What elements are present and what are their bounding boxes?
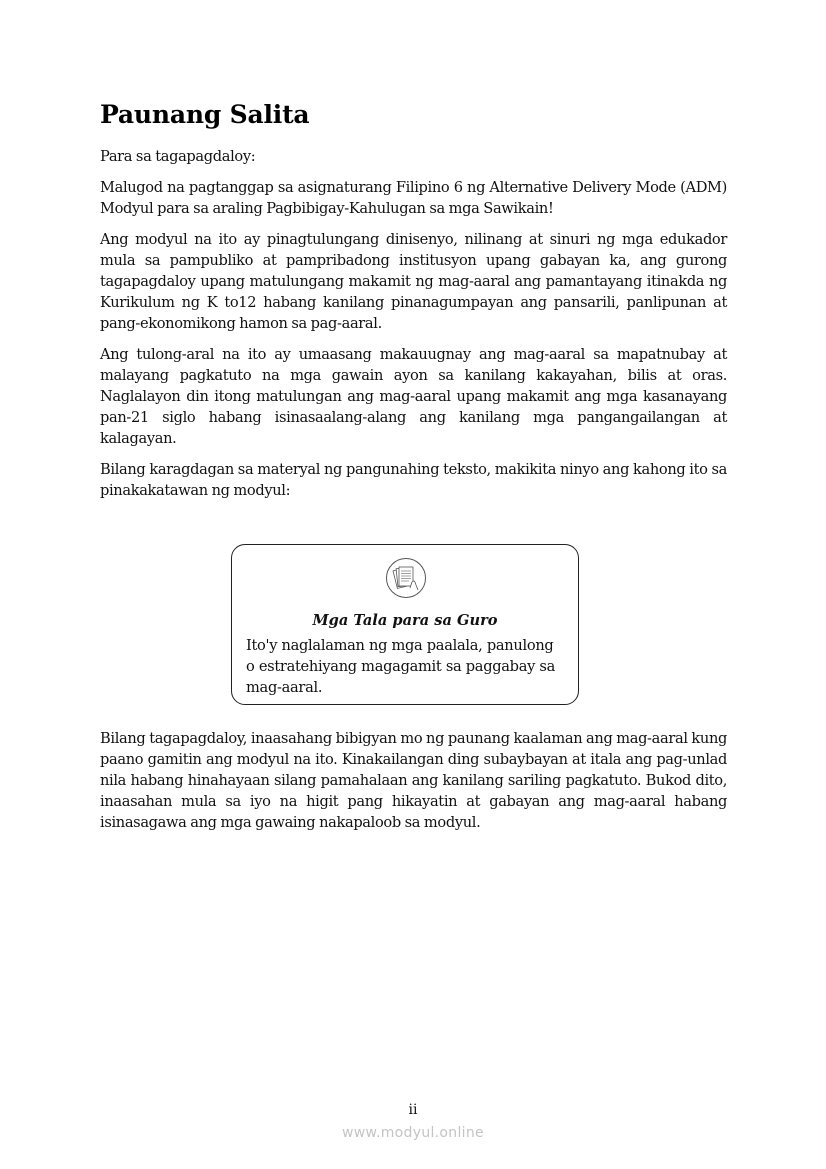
- paragraph-learning-aid: Ang tulong-aral na ito ay umaasang makauugnay ang mag-aaral sa mapatnubay at malayang pagkatuto na mga gawain ayon sa kanilang kakayahan, bilis at oras. Naglalayon din itong matulungan ang mag-aaral upang makamit ang mga kasanayang pan-21 siglo habang isinasaalang-alang ang kanilang mga pangangailangan at kalagayan.: [100, 346, 727, 447]
- watermark: www.modyul.online: [342, 1125, 484, 1141]
- greeting: Para sa tagapagdaloy:: [100, 148, 256, 165]
- closing-section: [100, 728, 727, 843]
- page-content: [100, 96, 727, 511]
- page-title: Paunang Salita: [100, 100, 310, 129]
- paragraph-box-intro: Bilang karagdagan sa materyal ng pangunahing teksto, makikita ninyo ang kahong ito sa pinakakatawan ng modyul:: [100, 461, 727, 499]
- teacher-notes-text: Ito'y naglalaman ng mga paalala, panulong o estratehiyang magagamit sa paggabay sa mag-aaral.: [246, 637, 555, 696]
- teacher-notes-box: [231, 544, 579, 705]
- paragraph-welcome: Malugod na pagtanggap sa asignaturang Filipino 6 ng Alternative Delivery Mode (ADM) Modyul para sa araling Pagbibigay-Kahulugan sa mga Sawikain!: [100, 179, 727, 217]
- teacher-notes-icon: [385, 557, 427, 599]
- page-number: ii: [408, 1102, 418, 1118]
- teacher-notes-title: Mga Tala para sa Guro: [312, 612, 498, 629]
- paragraph-closing: Bilang tagapagdaloy, inaasahang bibigyan mo ng paunang kaalaman ang mag-aaral kung paano gamitin ang modyul na ito. Kinakailangan ding subaybayan at itala ang pag-unlad nila habang hinahayaan silang pamahalaan ang kanilang sariling pagkatuto. Bukod dito, inaasahan mula sa iyo na higit pang hikayatin at gabayan ang mag-aaral habang isinasagawa ang mga gawaing nakapaloob sa modyul.: [100, 730, 728, 831]
- paragraph-module-design: Ang modyul na ito ay pinagtulungang dinisenyo, nilinang at sinuri ng mga edukador mula sa pampubliko at pampribadong institusyon upang gabayan ka, ang gurong tagapagdaloy upang matulungang makamit ng mag-aaral ang pamantayang itinakda ng Kurikulum ng K to12 habang kanilang pinanagumpayan ang pansarili, panlipunan at pang-ekonomikong hamon sa pag-aaral.: [100, 231, 727, 332]
